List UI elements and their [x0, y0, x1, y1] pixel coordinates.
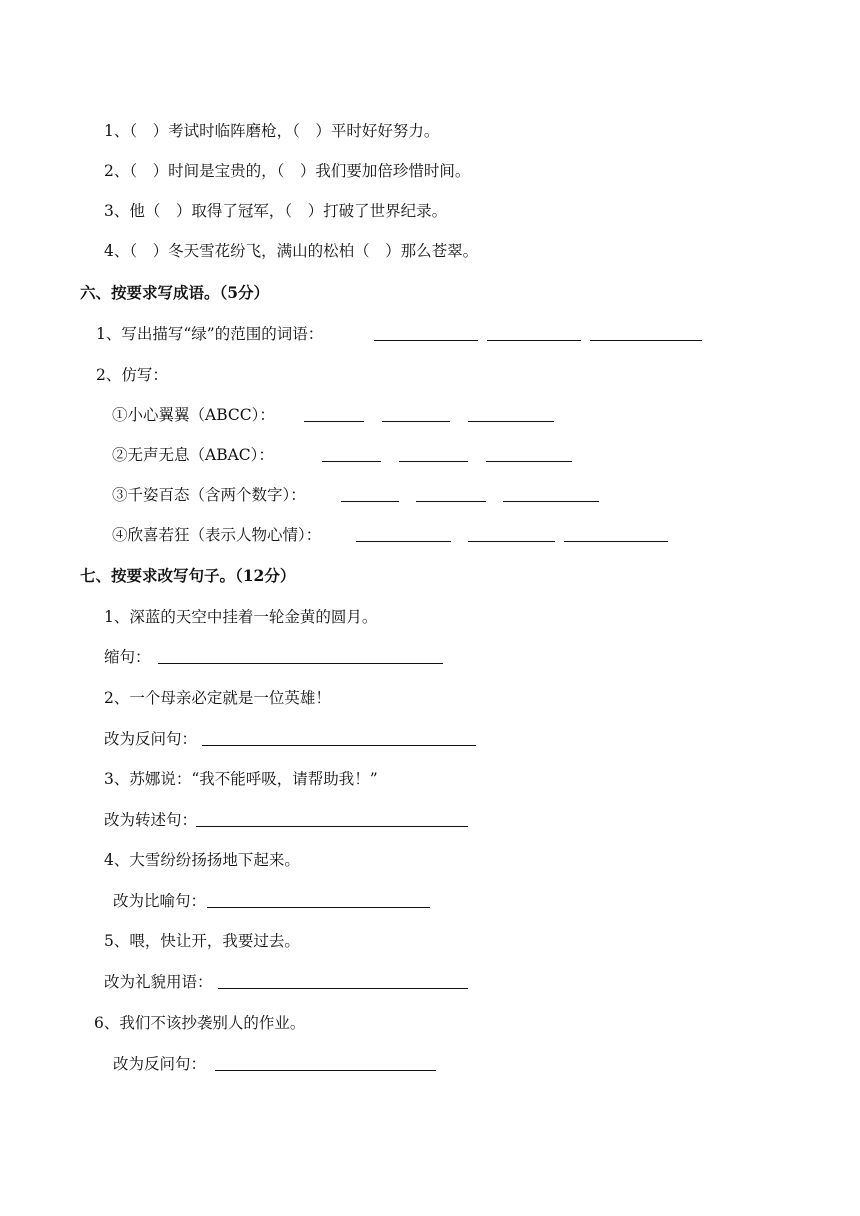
answer-blank[interactable]: [399, 447, 468, 462]
imitation-item-4: ④欣喜若狂（表示人物心情）：: [112, 526, 322, 544]
answer-blank[interactable]: [468, 407, 554, 422]
fill-in-item-3: 3、他（ ）取得了冠军，（ ）打破了世界纪录。: [104, 202, 448, 220]
rewrite-label-4: 改为比喻句：: [113, 892, 207, 910]
answer-blank[interactable]: [564, 527, 668, 542]
rewrite-question-6: 6、我们不该抄袭别人的作业。: [94, 1014, 306, 1032]
rewrite-question-4: 4、大雪纷纷扬扬地下起来。: [104, 851, 300, 869]
answer-blank[interactable]: [207, 893, 430, 908]
section-6-q2: 2、仿写：: [96, 366, 168, 384]
answer-blank[interactable]: [356, 527, 451, 542]
answer-blank[interactable]: [202, 731, 476, 746]
answer-blank[interactable]: [487, 326, 581, 341]
answer-blank[interactable]: [322, 447, 381, 462]
fill-in-item-4: 4、（ ）冬天雪花纷飞，满山的松柏（ ）那么苍翠。: [104, 242, 479, 260]
answer-blank[interactable]: [196, 812, 468, 827]
section-7-title: 七、按要求改写句子。（12分）: [80, 566, 296, 585]
answer-blank[interactable]: [468, 527, 555, 542]
answer-blank[interactable]: [416, 487, 486, 502]
imitation-item-2: ②无声无息（ABAC）：: [112, 446, 274, 464]
section-6-title: 六、按要求写成语。（5分）: [80, 283, 270, 302]
rewrite-question-1: 1、深蓝的天空中挂着一轮金黄的圆月。: [104, 608, 378, 626]
rewrite-label-6: 改为反问句：: [113, 1055, 207, 1073]
rewrite-label-3: 改为转述句：: [104, 811, 198, 829]
rewrite-question-5: 5、喂，快让开，我要过去。: [104, 932, 300, 950]
answer-blank[interactable]: [215, 1056, 436, 1071]
imitation-item-3: ③千姿百态（含两个数字）：: [112, 486, 306, 504]
answer-blank[interactable]: [218, 974, 468, 989]
rewrite-question-3: 3、苏娜说：“我不能呼吸，请帮助我！”: [104, 770, 378, 788]
answer-blank[interactable]: [382, 407, 450, 422]
rewrite-label-1: 缩句：: [104, 648, 151, 666]
answer-blank[interactable]: [503, 487, 599, 502]
question-text: 1、写出描写“绿”的范围的词语：: [96, 325, 324, 343]
answer-blank[interactable]: [304, 407, 364, 422]
answer-blank[interactable]: [486, 447, 572, 462]
rewrite-label-5: 改为礼貌用语：: [104, 973, 213, 991]
rewrite-question-2: 2、一个母亲必定就是一位英雄！: [104, 689, 331, 707]
answer-blank[interactable]: [158, 649, 443, 664]
rewrite-label-2: 改为反问句：: [104, 730, 198, 748]
answer-blank[interactable]: [341, 487, 399, 502]
section-6-q1: [96, 324, 323, 344]
imitation-item-1: ①小心翼翼（ABCC）：: [112, 406, 275, 424]
fill-in-item-2: 2、（ ）时间是宝贵的，（ ）我们要加倍珍惜时间。: [104, 162, 471, 180]
answer-blank[interactable]: [590, 326, 702, 341]
fill-in-item-1: 1、（ ）考试时临阵磨枪，（ ）平时好好努力。: [104, 122, 440, 140]
answer-blank[interactable]: [374, 326, 478, 341]
